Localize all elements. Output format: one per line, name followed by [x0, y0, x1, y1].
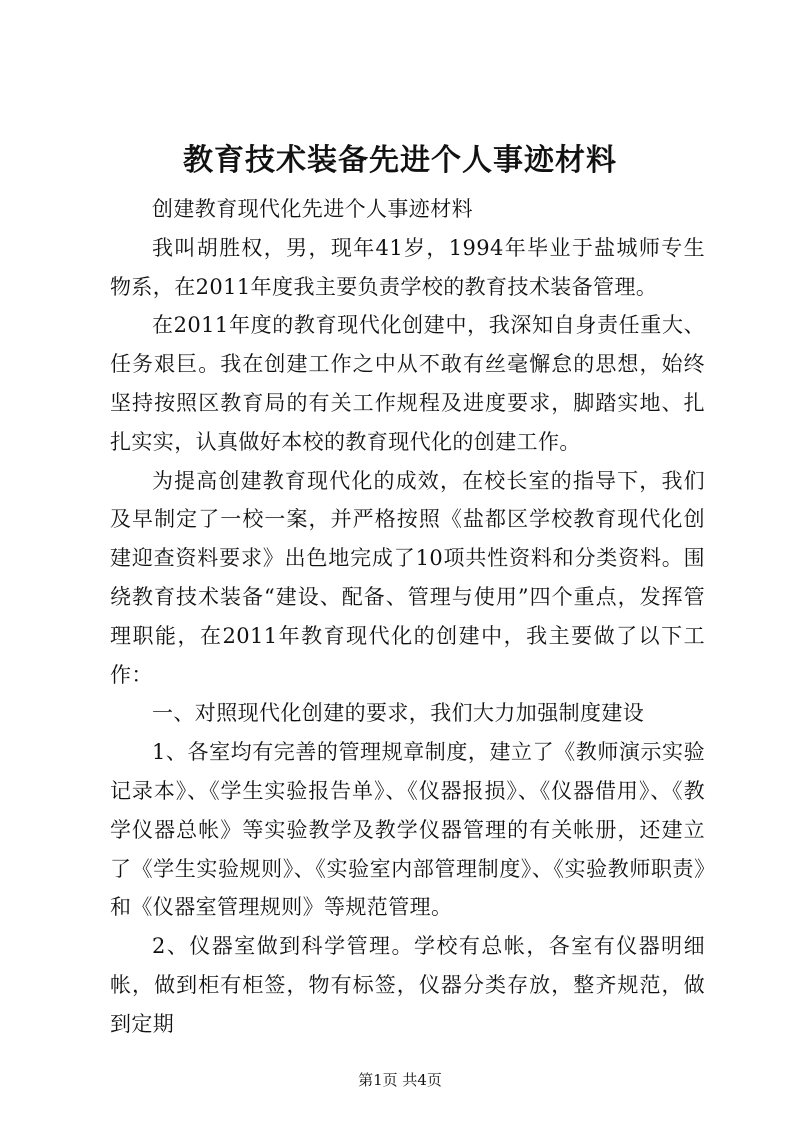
paragraph-item-2: 2、仪器室做到科学管理。学校有总帐，各室有仪器明细帐，做到柜有柜签，物有标签，仪器分类存放，整齐规范，做到定期: [110, 934, 705, 1036]
paragraph-measures: 为提高创建教育现代化的成效，在校长室的指导下，我们及早制定了一校一案，并严格按照《盐都区学校教育现代化创建迎查资料要求》出色地完成了10项共性资料和分类资料。围绕教育技术装备“建设、配备、管理与使用”四个重点，发挥管理职能，在2011年教育现代化的创建中，我主要做了以下工作：: [110, 468, 705, 687]
page-footer: 第1页 共4页: [358, 1071, 442, 1089]
document-body: [110, 190, 705, 1044]
paragraph-intro: 我叫胡胜权，男，现年41岁，1994年毕业于盐城师专生物系，在2011年度我主要负责学校的教育技术装备管理。: [110, 235, 705, 299]
paragraph-subtitle: 创建教育现代化先进个人事迹材料: [152, 197, 473, 221]
paragraph-item-1: 1、各室均有完善的管理规章制度，建立了《教师演示实验记录本》、《学生实验报告单》、《仪器报损》、《仪器借用》、《教学仪器总帐》等实验教学及教学仪器管理的有关帐册，还建立了《学生实验规则》、《实验室内部管理制度》、《实验教师职责》和《仪器室管理规则》等规范管理。: [110, 740, 705, 920]
document-title: 教育技术装备先进个人事迹材料: [183, 143, 617, 178]
paragraph-responsibility: 在2011年度的教育现代化创建中，我深知自身责任重大、任务艰巨。我在创建工作之中从不敢有丝毫懈怠的思想，始终坚持按照区教育局的有关工作规程及进度要求，脚踏实地、扎扎实实，认真做好本校的教育现代化的创建工作。: [110, 313, 705, 454]
section-heading-1: 一、对照现代化创建的要求，我们大力加强制度建设: [152, 701, 645, 726]
